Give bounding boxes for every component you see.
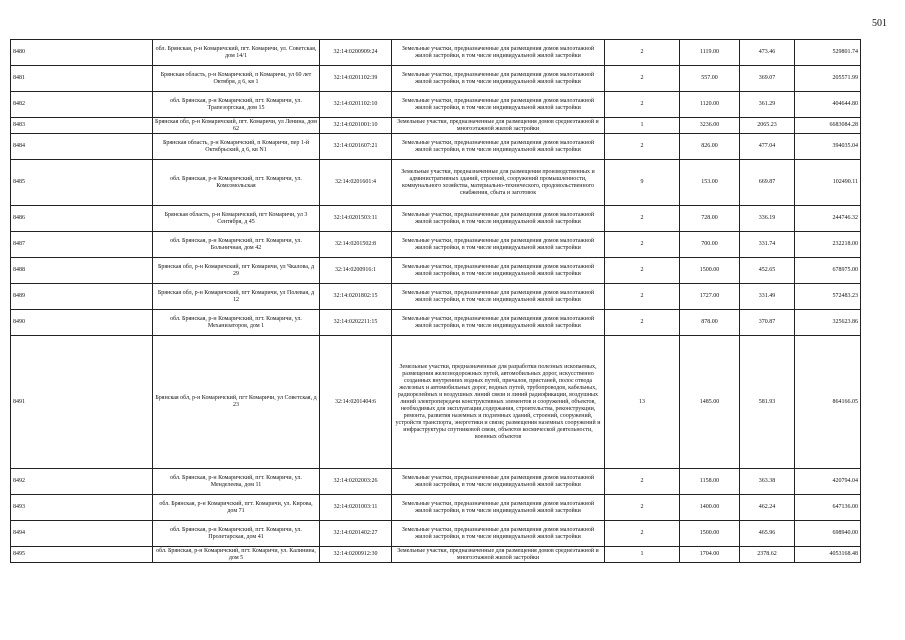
specific-value-cell: 465.96 — [740, 521, 795, 547]
specific-value-cell: 363.38 — [740, 469, 795, 495]
table-row — [11, 66, 861, 92]
row-number: 8492 — [11, 469, 153, 495]
table-row — [11, 206, 861, 232]
cadastral-number-cell: 32:14:0201003:11 — [320, 495, 392, 521]
table-row — [11, 469, 861, 495]
row-number: 8493 — [11, 495, 153, 521]
area-cell: 1158.00 — [680, 469, 740, 495]
address-cell: обл. Брянская, р-н Комаричский, пгт. Комаричи, ул. Комсомольская — [153, 160, 320, 206]
cadastral-value-cell: 404644.80 — [795, 92, 861, 118]
cadastral-number-cell: 32:14:0201502:8 — [320, 232, 392, 258]
area-cell: 700.00 — [680, 232, 740, 258]
row-number: 8491 — [11, 336, 153, 469]
cadastral-number-cell: 32:14:0201102:39 — [320, 66, 392, 92]
cadastral-value-cell: 394035.04 — [795, 134, 861, 160]
row-number: 8490 — [11, 310, 153, 336]
cadastral-number-cell: 32:14:0201402:27 — [320, 521, 392, 547]
address-cell: обл. Брянская, р-н Комаричский, пгт. Комаричи, ул. Калинина, дом 5 — [153, 547, 320, 563]
table-row — [11, 134, 861, 160]
land-use-cell: Земельные участки, предназначенные для размещения домов малоэтажной жилой застройки, в том числе индивидуальной жилой застройки — [392, 521, 605, 547]
row-number: 8482 — [11, 92, 153, 118]
specific-value-cell: 336.19 — [740, 206, 795, 232]
cadastral-value-cell: 698940.00 — [795, 521, 861, 547]
cadastral-value-cell: 420794.04 — [795, 469, 861, 495]
address-cell: обл. Брянская, р-н Комаричский, пгт. Комаричи, ул. Кирова, дом 71 — [153, 495, 320, 521]
table-row — [11, 118, 861, 134]
group-cell: 1 — [605, 547, 680, 563]
specific-value-cell: 2378.62 — [740, 547, 795, 563]
group-cell: 2 — [605, 92, 680, 118]
cadastral-value-cell: 6683084.28 — [795, 118, 861, 134]
group-cell: 1 — [605, 118, 680, 134]
land-use-cell: Земельные участки, предназначенные для размещения домов малоэтажной жилой застройки, в том числе индивидуальной жилой застройки — [392, 92, 605, 118]
table-row — [11, 160, 861, 206]
table-row — [11, 258, 861, 284]
row-number: 8494 — [11, 521, 153, 547]
cadastral-number-cell: 32:14:0202003:26 — [320, 469, 392, 495]
land-use-cell: Земельные участки, предназначенные для размещения домов среднеэтажной и многоэтажной жилой застройки — [392, 118, 605, 134]
table-row — [11, 336, 861, 469]
address-cell: обл. Брянская, р-н Комаричский, пгт. Комаричи, ул. Пролетарская, дом 41 — [153, 521, 320, 547]
area-cell: 1500.00 — [680, 521, 740, 547]
area-cell: 878.00 — [680, 310, 740, 336]
area-cell: 1400.00 — [680, 495, 740, 521]
specific-value-cell: 462.24 — [740, 495, 795, 521]
cadastral-value-table — [10, 39, 861, 563]
cadastral-value-cell: 864166.05 — [795, 336, 861, 469]
land-use-cell: Земельные участки, предназначенные для размещения домов среднеэтажной и многоэтажной жилой застройки — [392, 547, 605, 563]
specific-value-cell: 331.74 — [740, 232, 795, 258]
land-use-cell: Земельные участки, предназначенные для размещения домов малоэтажной жилой застройки, в том числе индивидуальной жилой застройки — [392, 206, 605, 232]
group-cell: 2 — [605, 40, 680, 66]
specific-value-cell: 581.93 — [740, 336, 795, 469]
group-cell: 2 — [605, 469, 680, 495]
row-number: 8485 — [11, 160, 153, 206]
table-row — [11, 547, 861, 563]
area-cell: 3236.00 — [680, 118, 740, 134]
group-cell: 2 — [605, 521, 680, 547]
cadastral-value-cell: 4053168.48 — [795, 547, 861, 563]
land-use-cell: Земельные участки, предназначенные для размещения домов малоэтажной жилой застройки, в том числе индивидуальной жилой застройки — [392, 66, 605, 92]
table-row — [11, 40, 861, 66]
address-cell: обл. Брянская, р-н Комаричский, пгт. Комаричи, ул. Механизаторов, дом 1 — [153, 310, 320, 336]
land-use-cell: Земельные участки, предназначенные для размещения домов малоэтажной жилой застройки, в том числе индивидуальной жилой застройки — [392, 232, 605, 258]
cadastral-value-cell: 244746.32 — [795, 206, 861, 232]
cadastral-value-cell: 572483.23 — [795, 284, 861, 310]
specific-value-cell: 477.04 — [740, 134, 795, 160]
cadastral-value-cell: 678975.00 — [795, 258, 861, 284]
group-cell: 2 — [605, 284, 680, 310]
area-cell: 557.00 — [680, 66, 740, 92]
address-cell: обл. Брянская, р-н Комаричский, пгт. Комаричи, ул. Трапезоргская, дом 15 — [153, 92, 320, 118]
land-use-cell: Земельные участки, предназначенные для размещения домов малоэтажной жилой застройки, в том числе индивидуальной жилой застройки — [392, 134, 605, 160]
row-number: 8495 — [11, 547, 153, 563]
area-cell: 1727.00 — [680, 284, 740, 310]
group-cell: 2 — [605, 310, 680, 336]
row-number: 8483 — [11, 118, 153, 134]
group-cell: 2 — [605, 258, 680, 284]
address-cell: Брянская обл, р-н Комаричский, пгт. Комаричи, ул Ленина, дом 62 — [153, 118, 320, 134]
cadastral-value-cell: 647136.00 — [795, 495, 861, 521]
table-row — [11, 310, 861, 336]
address-cell: Брянская область, р-н Комаричский, п Комаричи, пер 1-й Октябрьский, д 6, кв N1 — [153, 134, 320, 160]
cadastral-number-cell: 32:14:0202211:15 — [320, 310, 392, 336]
cadastral-number-cell: 32:14:0201601:4 — [320, 160, 392, 206]
table-row — [11, 495, 861, 521]
table-row — [11, 92, 861, 118]
cadastral-number-cell: 32:14:0200916:1 — [320, 258, 392, 284]
land-use-cell: Земельные участки, предназначенные для размещения домов малоэтажной жилой застройки, в том числе индивидуальной жилой застройки — [392, 495, 605, 521]
land-use-cell: Земельные участки, предназначенные для размещения домов малоэтажной жилой застройки, в том числе индивидуальной жилой застройки — [392, 258, 605, 284]
area-cell: 153.00 — [680, 160, 740, 206]
row-number: 8486 — [11, 206, 153, 232]
land-use-cell: Земельные участки, предназначенные для размещения домов малоэтажной жилой застройки, в том числе индивидуальной жилой застройки — [392, 469, 605, 495]
address-cell: Брянская обл, р-н Комаричский, пгт Комаричи, ул Полевая, д 12 — [153, 284, 320, 310]
row-number: 8488 — [11, 258, 153, 284]
page-number: 501 — [872, 18, 887, 29]
specific-value-cell: 669.87 — [740, 160, 795, 206]
specific-value-cell: 331.49 — [740, 284, 795, 310]
area-cell: 1500.00 — [680, 258, 740, 284]
address-cell: Брянская обл, р-н Комаричский, пгт Комаричи, ул Советская, д 23 — [153, 336, 320, 469]
area-cell: 1704.00 — [680, 547, 740, 563]
area-cell: 1120.00 — [680, 92, 740, 118]
address-cell: Брянская область, р-н Комаричский, пгт Комаричи, ул 3 Сентября, д 45 — [153, 206, 320, 232]
group-cell: 13 — [605, 336, 680, 469]
land-use-cell: Земельные участки, предназначенные для размещения домов малоэтажной жилой застройки, в том числе индивидуальной жилой застройки — [392, 284, 605, 310]
cadastral-value-cell: 529801.74 — [795, 40, 861, 66]
row-number: 8481 — [11, 66, 153, 92]
cadastral-value-cell: 325623.86 — [795, 310, 861, 336]
land-use-cell: Земельные участки, предназначенные для размещения домов малоэтажной жилой застройки, в том числе индивидуальной жилой застройки — [392, 310, 605, 336]
cadastral-value-cell: 205571.99 — [795, 66, 861, 92]
cadastral-number-cell: 32:14:0201503:11 — [320, 206, 392, 232]
specific-value-cell: 2065.23 — [740, 118, 795, 134]
cadastral-number-cell: 32:14:0201102:10 — [320, 92, 392, 118]
specific-value-cell: 369.07 — [740, 66, 795, 92]
address-cell: обл. Брянская, р-н Комаричский, пгт. Комаричи, ул. Больничная, дом 42 — [153, 232, 320, 258]
row-number: 8484 — [11, 134, 153, 160]
group-cell: 2 — [605, 495, 680, 521]
cadastral-value-cell: 232218.00 — [795, 232, 861, 258]
row-number: 8480 — [11, 40, 153, 66]
area-cell: 1119.00 — [680, 40, 740, 66]
land-use-cell: Земельные участки, предназначенные для размещения производственных и административных зданий, строений, сооружений промышленности, коммунального хозяйства, материально-технического, продовольственного снабжения, сбыта и заготовок — [392, 160, 605, 206]
group-cell: 2 — [605, 232, 680, 258]
address-cell: обл. Брянская, р-н Комаричский, пгт. Комаричи, ул. Менделеева, дом 11 — [153, 469, 320, 495]
land-use-cell: Земельные участки, предназначенные для размещения домов малоэтажной жилой застройки, в том числе индивидуальной жилой застройки — [392, 40, 605, 66]
cadastral-number-cell: 32:14:0201607:21 — [320, 134, 392, 160]
table-row — [11, 521, 861, 547]
area-cell: 1485.00 — [680, 336, 740, 469]
address-cell: Брянская область, р-н Комаричский, п Комаричи, ул 60 лет Октября, д 6, кв 1 — [153, 66, 320, 92]
specific-value-cell: 361.29 — [740, 92, 795, 118]
table-row — [11, 284, 861, 310]
land-use-cell: Земельные участки, предназначенные для разработки полезных ископаемых, размещения железнодорожных путей, автомобильных дорог, искусственно созданных внутренних водных путей, причалов, пристаней, полос отвода железных и автомобильных дорог, водных путей, трубопроводов, кабельных, радиорелейных и воздушных линий связи и линий радиофикации, воздушных линий электропередачи конструктивных элементов и сооружений, объектов, необходимых для эксплуатации,содержания, строительства, реконструкции, ремонта, развития наземных и подземных зданий, строений, сооружений, устройств транспорта, энергетики и связи; размещения наземных сооружений и инфраструктуры спутниковой связи, объектов космической деятельности, военных объектов — [392, 336, 605, 469]
row-number: 8489 — [11, 284, 153, 310]
group-cell: 2 — [605, 134, 680, 160]
cadastral-number-cell: 32:14:0201001:10 — [320, 118, 392, 134]
cadastral-number-cell: 32:14:0201404:6 — [320, 336, 392, 469]
specific-value-cell: 452.65 — [740, 258, 795, 284]
group-cell: 9 — [605, 160, 680, 206]
cadastral-number-cell: 32:14:0200909:24 — [320, 40, 392, 66]
area-cell: 728.00 — [680, 206, 740, 232]
cadastral-number-cell: 32:14:0201802:15 — [320, 284, 392, 310]
table-row — [11, 232, 861, 258]
area-cell: 826.00 — [680, 134, 740, 160]
row-number: 8487 — [11, 232, 153, 258]
cadastral-number-cell: 32:14:0200912:30 — [320, 547, 392, 563]
address-cell: Брянская обл, р-н Комаричский, пгт Комаричи, ул Чкалова, д 29 — [153, 258, 320, 284]
cadastral-value-cell: 102490.11 — [795, 160, 861, 206]
address-cell: обл. Брянская, р-н Комаричский, пгт. Комаричи, ул. Советская, дом 14/1 — [153, 40, 320, 66]
group-cell: 2 — [605, 206, 680, 232]
specific-value-cell: 370.87 — [740, 310, 795, 336]
group-cell: 2 — [605, 66, 680, 92]
specific-value-cell: 473.46 — [740, 40, 795, 66]
